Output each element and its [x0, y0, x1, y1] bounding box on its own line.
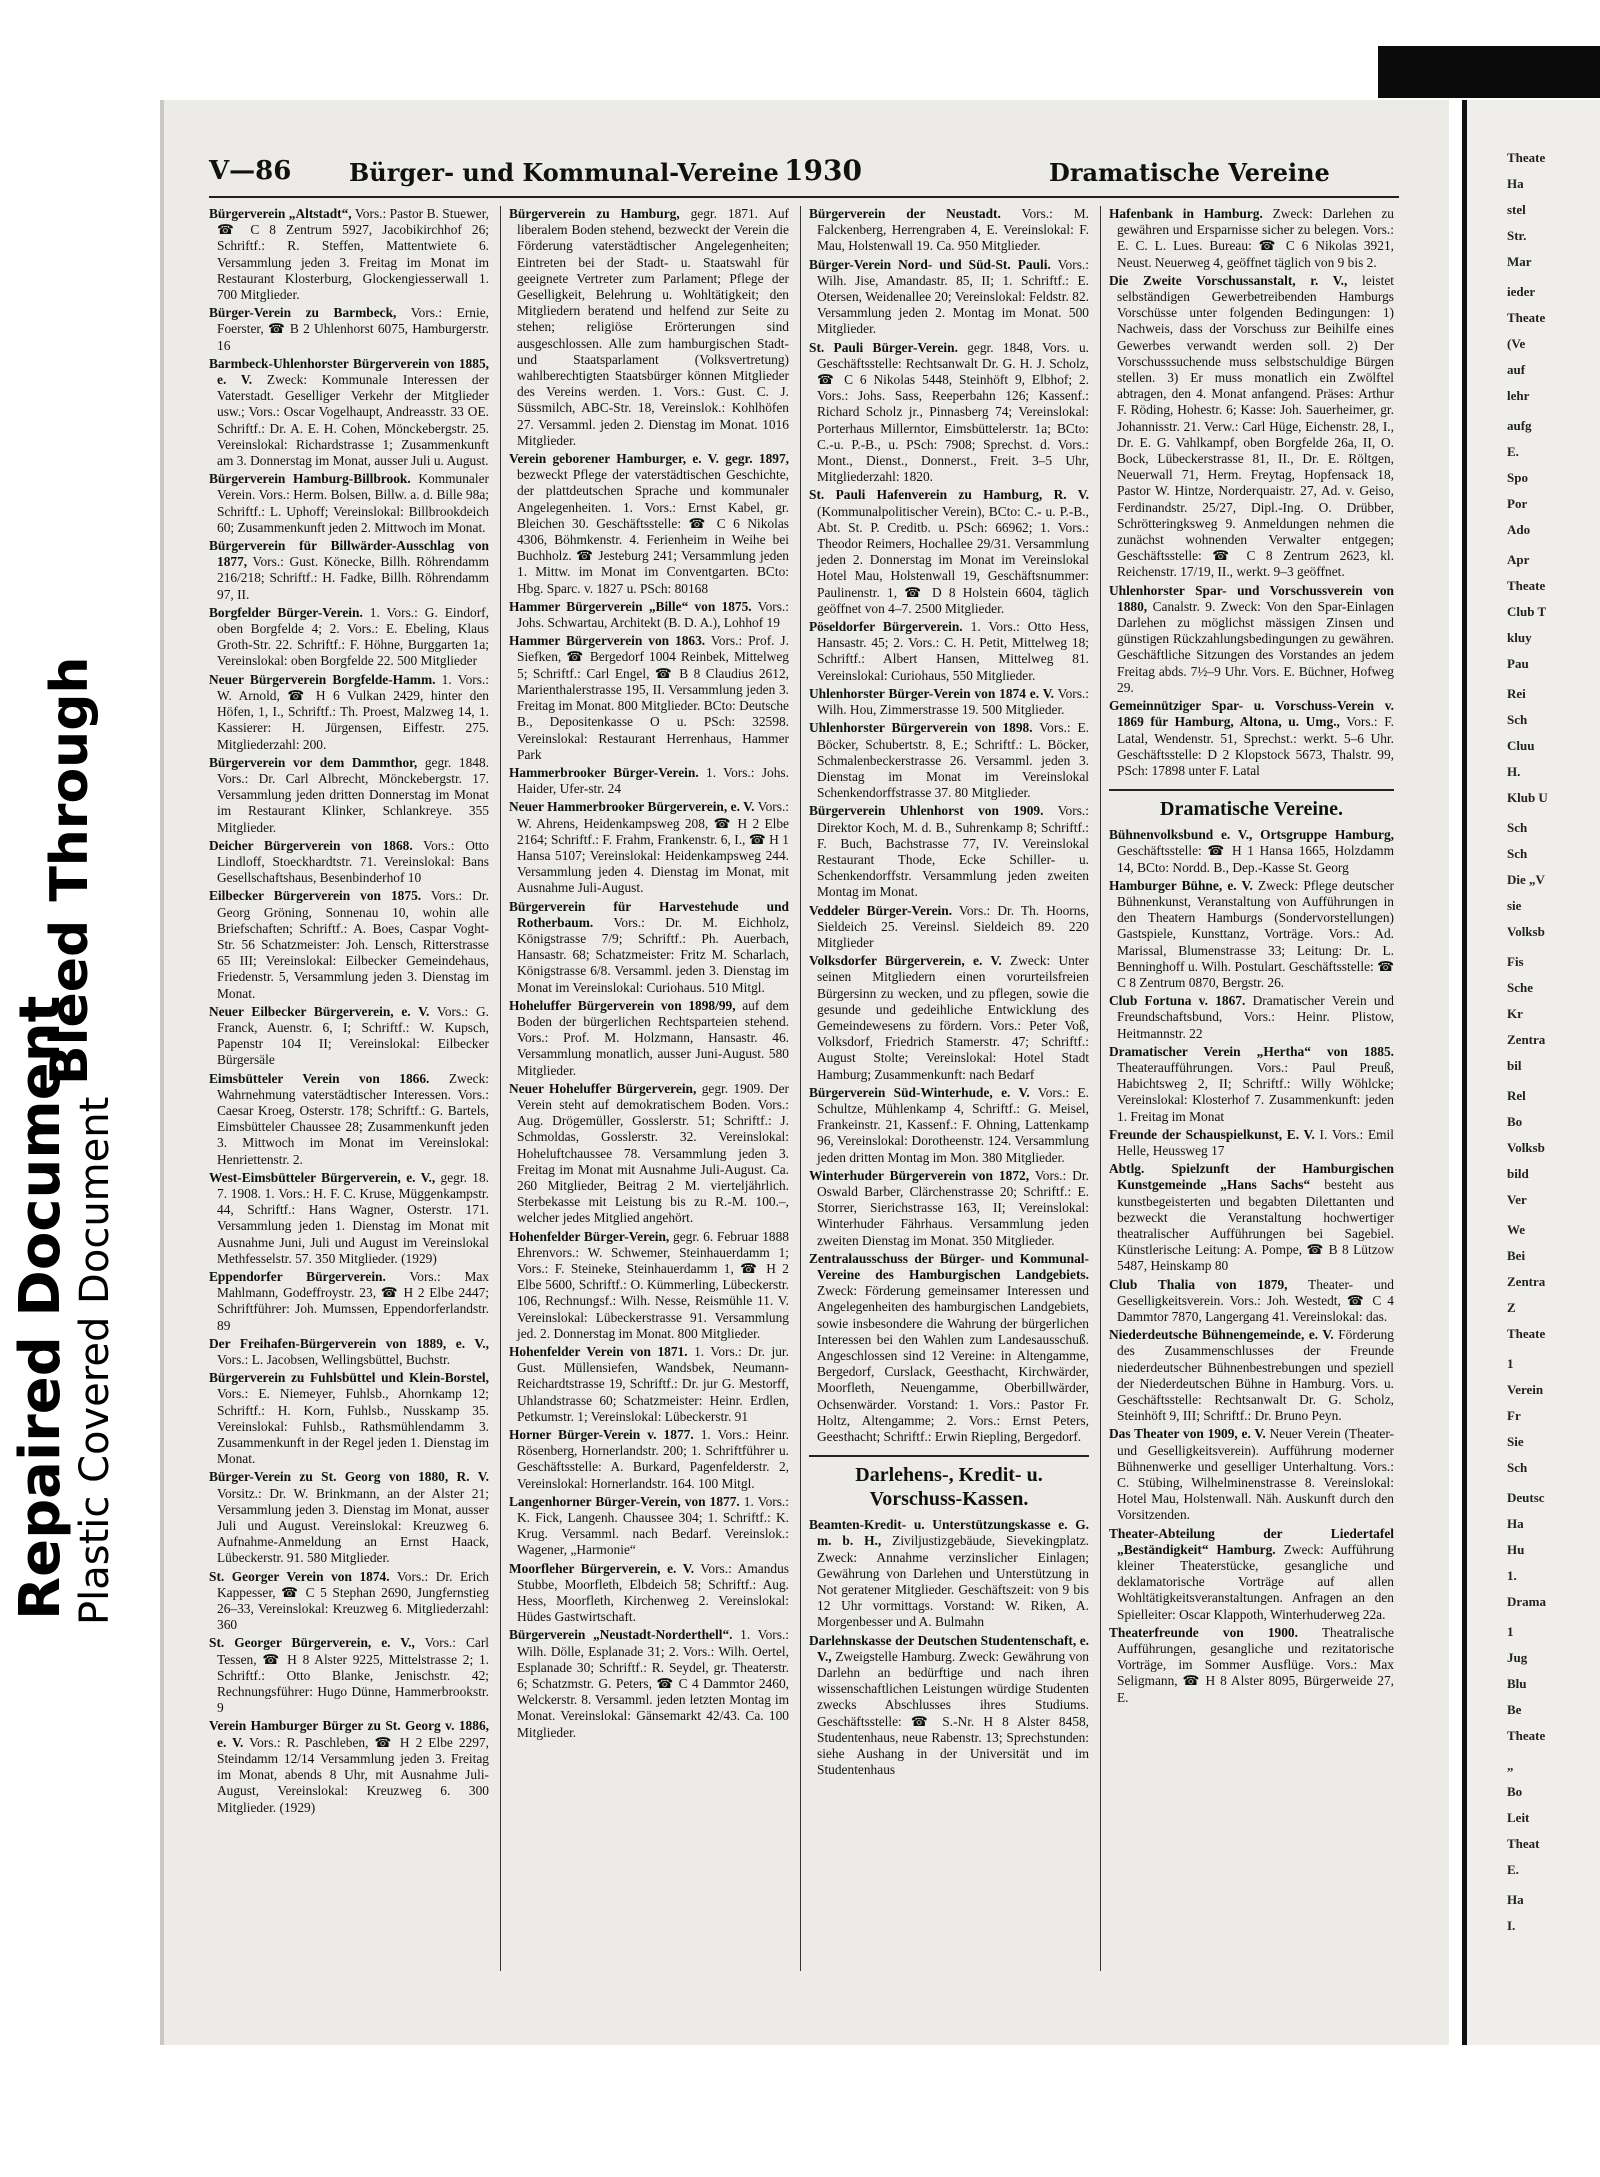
entry-title: Hammerbrooker Bürger-Verein. — [509, 764, 699, 780]
entry-body: Vors.: Wilh. Hou, Zimmerstrasse 19. 500 Mitglieder. — [817, 685, 1090, 718]
entry-body: Zweigstelle Hamburg. Zweck: Gewährung von Darlehn an bedürftige und nach ihren wissenschaftlichen Leistungen würdige Studenten zwecks Abschlusses ihres Studiums. Geschäftsstelle: ☎ S.-Nr. H 8 Alster 8458, Studentenhaus, neue Rabenstr. 13; Sprechstunden: siehe Aushang in der Universität und im Studentenhaus — [817, 1648, 1089, 1778]
entry-body: Geschäftsstelle: ☎ H 1 Hansa 1665, Holzdamm 14, BCto: Nordd. B., Dep.-Kasse St. Georg — [1117, 843, 1394, 875]
entry-body: 1. Vors.: W. Arnold, ☎ H 6 Vulkan 2429, hinter den Höfen, 1, I., Schriftf.: Th. Proest, Malzweg 14, 1. Kassierer: H. Jürgensen, Eiffestr. 275. Mitgliederzahl: 200. — [217, 671, 490, 752]
document-page — [160, 100, 1449, 2045]
directory-entry — [809, 803, 1089, 900]
directory-entry — [509, 1427, 789, 1492]
directory-entry — [1109, 1426, 1394, 1523]
directory-entry — [1109, 1625, 1394, 1706]
directory-entry — [209, 1370, 489, 1467]
adjacent-page-fragment: H. — [1507, 764, 1521, 779]
entry-body: Vors.: Carl Tessen, ☎ H 8 Alster 9225, Mittelstrasse 2; 1. Schriftf.: Otto Blanke, Jenischstr. 42; Rechnungsführer: Hugo Dünne, Hammerbrookstr. 9 — [217, 1635, 490, 1716]
entry-title: West-Eimsbütteler Bürgerverein, e. V., — [209, 1169, 436, 1185]
directory-entry — [209, 471, 489, 536]
adjacent-page-fragment: Ha — [1507, 176, 1524, 191]
adjacent-page-fragment: Fis — [1507, 954, 1524, 969]
entry-title: Moorfleher Bürgerverein, e. V. — [509, 1560, 695, 1576]
bleed-through-label: Bleed Through — [40, 656, 100, 1085]
entry-title: Hohenfelder Bürger-Verein, — [509, 1228, 670, 1244]
entry-title: Neuer Hoheluffer Bürgerverein, — [509, 1080, 697, 1096]
directory-entry — [509, 1494, 789, 1559]
entry-title: Hohenfelder Verein von 1871. — [509, 1344, 688, 1360]
entry-title: Die Zweite Vorschussanstalt, r. V., — [1109, 272, 1348, 288]
entry-title: Darlehnskasse der Deutschen Studentenschaft, e. V., — [809, 1632, 1089, 1664]
plastic-covered-label: Plastic Covered Document — [72, 1096, 118, 1625]
entry-title: Horner Bürger-Verein v. 1877. — [509, 1427, 694, 1443]
entry-title: Hafenbank in Hamburg. — [1109, 206, 1263, 221]
entry-title: Zentralausschuss der Bürger- und Kommunal-Vereine des Hamburgischen Landgebiets. — [809, 1250, 1089, 1282]
column-3-entries — [809, 206, 1089, 1445]
directory-entry — [209, 888, 489, 1001]
entry-title: Borgfelder Bürger-Verein. — [209, 604, 363, 620]
column-4-entries-b — [1109, 827, 1394, 1706]
adjacent-page-fragment: „ — [1507, 1758, 1514, 1773]
entry-body: besteht aus kunstbegeisterten und begabten Dilettanten und bezweckt die Veranstaltung hochwertiger theatralischer Aufführungen bei Sagebiel. Künstlerische Leitung: A. Pompe, ☎ B 8 Lützow 5487, Heinskamp 80 — [1117, 1177, 1394, 1274]
entry-body: Vors.: Ernie, Foerster, ☎ B 2 Uhlenhorst 6075, Hamburgerstr. 16 — [217, 305, 489, 353]
page-content — [209, 152, 1399, 1971]
entry-title: Bürgerverein „Neustadt-Norderthell“. — [509, 1627, 733, 1643]
directory-entry — [809, 619, 1089, 684]
adjacent-page-fragment: Die „V — [1507, 872, 1545, 887]
running-title-left: Bürger- und Kommunal-Vereine — [349, 158, 779, 187]
adjacent-page-fragment: Zentra — [1507, 1032, 1546, 1047]
entry-title: Hoheluffer Bürgerverein von 1898/99, — [509, 997, 736, 1013]
adjacent-page-fragment: Ado — [1507, 522, 1531, 537]
adjacent-page-fragment: Theat — [1507, 1836, 1540, 1851]
adjacent-page-fragment: 1. — [1507, 1568, 1517, 1583]
directory-entry — [509, 799, 789, 896]
column-divider — [1100, 206, 1101, 1971]
entry-title: Eimsbütteler Verein von 1866. — [209, 1070, 430, 1086]
adjacent-page-fragment: 1 — [1507, 1624, 1514, 1639]
adjacent-page-fragment: auf — [1507, 362, 1526, 377]
entry-body: gegr. 1848. Vors.: Dr. Carl Albrecht, Mönckebergstr. 17. Versammlung jeden dritten Donnerstag im Monat im Restaurant Klinker, Schlankreye. 355 Mitglieder. — [217, 754, 490, 835]
adjacent-page-fragment: Bo — [1507, 1114, 1523, 1129]
adjacent-page-fragment: Sch — [1507, 712, 1528, 727]
directory-entry — [509, 1627, 789, 1740]
repaired-document-label: Repaired Document — [8, 995, 73, 1620]
entry-title: Veddeler Bürger-Verein. — [809, 902, 953, 918]
entry-title: Langenhorner Bürger-Verein, von 1877. — [509, 1493, 740, 1509]
entry-title: Bürgerverein vor dem Dammthor, — [209, 754, 418, 770]
directory-entry — [509, 1561, 789, 1626]
entry-body: Neuer Verein (Theater- und Geselligkeitsverein). Aufführung moderner Bühnenwerke und geselliger Unterhaltung. Vors.: C. Stübing, Wilhelminenstrasse 8. Vereinslokal: Hotel Mau, Holstenwall. Näh. Auskunft durch den Vorsitzenden. — [1117, 1426, 1394, 1523]
directory-entry — [1109, 827, 1394, 876]
directory-entry — [1109, 993, 1394, 1042]
entry-body: (Kommunalpolitischer Verein), BCto: C.- u. P.-B., Abt. St. P. Creditb. u. PSch: 66962; 1. Vors.: Theodor Reimers, Hochallee 29/31. Versammlung jeden 2. Donnerstag im Monat im Vereinslokal Hotel Mau, Holstenwall 19, Geschäftsnummer: Paulinenstr. 1, ☎ D 8 Holstein 6604, täglich geöffnet von 4–7. 2500 Mitglieder. — [817, 503, 1089, 616]
directory-entry — [1109, 206, 1394, 271]
entry-body: Vors.: W. Ahrens, Heidenkampsweg 208, ☎ H 2 Elbe 2164; Schriftf.: F. Frahm, Frankenstr. 6, I., ☎ H 1 Hansa 5107; Vereinslokal: Heidenkampsweg 244. Versammlung jeden 4. Dienstag im Monat, mit Ausnahme Juli-August. — [517, 799, 790, 896]
adjacent-page-fragment: Rei — [1507, 686, 1526, 701]
entry-title: Bürger-Verein zu St. Georg von 1880, R. V. — [209, 1469, 489, 1485]
directory-entry — [209, 1469, 489, 1566]
adjacent-page-fragment: Theate — [1507, 578, 1546, 593]
adjacent-page-fragment: E. — [1507, 444, 1519, 459]
entry-title: Das Theater von 1909, e. V. — [1109, 1426, 1266, 1442]
directory-entry — [509, 633, 789, 763]
entry-title: Bürgerverein zu Hamburg, — [509, 206, 680, 221]
entry-title: Verein geborener Hamburger, e. V. gegr. 1897, — [509, 451, 789, 467]
entry-body: Vors.: M. Falckenberg, Herrengraben 4, E. Vereinslokal: F. Mau, Holstenwall 19. Ca. 950 Mitglieder. — [817, 206, 1089, 254]
entry-body: Förderung des Zusammenschlusses der Freunde niederdeutscher Bühnenbestrebungen und speziell der Niederdeutschen Bühne in Hamburg. Vors. u. Geschäftsstelle: Rechtsanwalt Dr. G. Scholz, Steinhöft 9, III; Schriftf.: Dr. Bruno Peyn. — [1117, 1327, 1395, 1424]
entry-title: Uhlenhorster Bürgerverein von 1898. — [809, 720, 1033, 736]
adjacent-page-fragment: Leit — [1507, 1810, 1530, 1825]
entry-title: Winterhuder Bürgerverein von 1872, — [809, 1167, 1030, 1183]
adjacent-page-fragment: Bei — [1507, 1248, 1526, 1263]
directory-entry — [509, 998, 789, 1079]
directory-entry — [809, 1517, 1089, 1630]
entry-title: Niederdeutsche Bühnengemeinde, e. V. — [1109, 1327, 1334, 1343]
adjacent-page-fragment: kluy — [1507, 630, 1532, 645]
directory-entry — [1109, 1327, 1394, 1424]
directory-entry — [809, 340, 1089, 486]
directory-entry — [809, 257, 1089, 338]
entry-title: Eilbecker Bürgerverein von 1875. — [209, 888, 422, 904]
entry-title: Volksdorfer Bürgerverein, e. V. — [809, 953, 1002, 969]
adjacent-page-fragment: Hu — [1507, 1542, 1525, 1557]
section-heading-dramatische: Dramatische Vereine. — [1109, 789, 1394, 821]
entry-body: Vors.: Dr. Georg Gröning, Sonnenau 10, wohin alle Briefschaften; Schriftf.: A. Boes, Caspar Voght-Str. 56 Schatzmeister: Joh. Lensch, Ritterstrasse 65 III; Vereinslokal: Eilbecker Gemeindehaus, Friedenstr. 5, Versammlung jeden 3. Dienstag im Monat. — [217, 888, 489, 1001]
directory-entry — [509, 1344, 789, 1425]
directory-entry — [1109, 1161, 1394, 1274]
directory-entry — [809, 720, 1089, 801]
entry-title: Freunde der Schauspielkunst, E. V. — [1109, 1126, 1315, 1142]
adjacent-page-fragment: Blu — [1507, 1676, 1527, 1691]
entry-body: gegr. 6. Februar 1888 Ehrenvors.: W. Schwemer, Steinhauerdamm 1; Vors.: F. Steineke, Steinhauerdamm 1, ☎ H 2 Elbe 5600, Schriftf.: O. Kümmerling, Lübeckerstr. 106, Rechnungsf.: Wilh. Nesse, Reismühle 11. V. Vereinslokal: Lübeckerstrasse 91. Versammlung jed. 2. Donnerstag im Monat. 800 Mitglieder. — [517, 1228, 790, 1341]
column-4 — [1109, 206, 1394, 1708]
entry-title: Bürgerverein für Harvestehude und Rotherbaum. — [509, 898, 789, 930]
directory-entry — [1109, 698, 1394, 779]
adjacent-page-edge — [1462, 100, 1600, 2045]
entry-body: Vors.: Dr. Erich Kappesser, ☎ C 5 Stephan 2690, Jungfernstieg 26–33, Vereinslokal: Kreuzweg 6. Mitgliederzahl: 360 — [217, 1568, 489, 1633]
directory-entry — [209, 1718, 489, 1815]
adjacent-page-fragment: Sch — [1507, 1460, 1528, 1475]
directory-entry — [509, 765, 789, 797]
entry-title: Abtlg. Spielzunft der Hamburgischen Kunstgemeinde „Hans Sachs“ — [1109, 1161, 1394, 1193]
entry-body: Zweck: Wahrnehmung vaterstädtischer Interessen. Vors.: Caesar Kroeg, Osterstr. 178; Schriftf.: G. Bartels, Eimsbütteler Chaussee 28; Zusammenkunft jeden 3. Mittwoch im Monat im Vereinslokal: Henriettenstr. 2. — [217, 1070, 490, 1167]
entry-title: Neuer Eilbecker Bürgerverein, e. V. — [209, 1003, 430, 1019]
entry-title: Bürgerverein für Billwärder-Ausschlag von 1877, — [209, 538, 489, 570]
page-header — [209, 152, 1399, 198]
entry-title: Der Freihafen-Bürgerverein von 1889, e. V., — [209, 1335, 489, 1351]
entry-body: Vors.: E. Niemeyer, Fuhlsb., Ahornkamp 12; Schriftf.: H. Korn, Fuhlsb., Nusskamp 35. Vereinslokal: Fuhlsb., Rathsmühlendamm 3. Zusammenkunft in der Regel jeden 1. Dienstag im Monat. — [217, 1386, 489, 1467]
year-label: 1930 — [784, 154, 862, 187]
entry-title: Club Thalia von 1879, — [1109, 1276, 1288, 1292]
entry-title: Bürger-Verein zu Barmbeck, — [209, 305, 397, 321]
entry-title: Bürgerverein Uhlenhorst von 1909. — [809, 803, 1044, 819]
entry-body: 1. Vors.: K. Fick, Langenh. Chaussee 304; 1. Schriftf.: K. Krug. Versamml. nach Bedarf. Vereinslok.: Wagener, „Harmonie“ — [517, 1493, 789, 1558]
adjacent-page-fragment: Verein — [1507, 1382, 1544, 1397]
directory-entry — [1109, 273, 1394, 581]
section-heading-darlehens: Darlehens-, Kredit- u. Vorschuss-Kassen. — [809, 1455, 1089, 1511]
column-4-entries — [1109, 206, 1394, 779]
directory-entry — [209, 206, 489, 303]
entry-body: 1. Vors.: Heinr. Rösenberg, Hornerlandstr. 200; 1. Schriftführer u. Geschäftsstelle: A. Burkard, Pagenfelderstr. 2, Vereinslokal: Hornerlandstr. 164. 100 Mitgl. — [517, 1427, 789, 1491]
entry-body: gegr. 1909. Der Verein steht auf demokratischem Boden. Vors.: Aug. Drögemüller, Gosslerstr. 51; Schriftf.: J. Schmoldas, Gosslerstr. 32. Vereinslokal: Hoheluftchaussee 78. Versammlung jeden 3. Freitag im Monat mit Ausnahme Juli-August. Ca. 260 Mitglieder, Beitrag 2 M. vierteljährlich. Sterbekasse mit Leistung bis zu R.-M. 100.–, welcher jedes Mitglied angehört. — [517, 1080, 789, 1226]
columns-container — [209, 206, 1399, 1971]
entry-body: Vors.: Prof. J. Siefken, ☎ Bergedorf 1004 Reinbek, Mittelweg 5; Schriftf.: Carl Engel, ☎ B 8 Claudius 2612, Marienthalerstrasse 195, II. Versammlung jeden 3. Freitag im Monat. 800 Mitglieder. BCto: Deutsche B., Depositenkasse O u. PSch: 32598. Vereinslokal: Restaurant Herrenhaus, Hammer Park — [517, 633, 789, 762]
directory-entry — [509, 1081, 789, 1227]
entry-body: 1. Vors.: Johs. Haider, Ufer-str. 24 — [517, 764, 789, 797]
entry-title: Verein Hamburger Bürger zu St. Georg v. 1886, e. V. — [209, 1718, 489, 1750]
directory-entry — [209, 1071, 489, 1168]
entry-body: bezweckt Pflege der vaterstädtischen Geschichte, der plattdeutschen Sprache und kommunaler Angelegenheiten. 1. Vors.: Ernst Kabel, gr. Bleichen 30. Geschäftsstelle: ☎ C 6 Nikolas 4306, Böhmkenstr. 4. Ferienheim in Weihe bei Buchholz. ☎ Jesteburg 241; Versammlung jeden 1. Mittw. im Monat im Conventgarten. BCto: Hbg. Sparc. v. 1827 u. PSch: 80168 — [517, 467, 789, 596]
entry-body: Vorsitz.: Dr. W. Brinkmann, an der Alster 21; Versammlung jeden 3. Dienstag im Monat, ausser Juli und August. Vereinslokal: Kreuzweg 6. Aufnahme-Anmeldung an Ernst Haack, Lübeckerstr. 91. 580 Mitglieder. — [217, 1485, 489, 1566]
entry-body: Vors.: Otto Lindloff, Stoeckhardtstr. 71. Vereinslokal: Bans Gesellschaftshaus, Besenbinderhof 10 — [217, 837, 490, 886]
adjacent-page-fragment: Theate — [1507, 310, 1546, 325]
entry-body: 1. Vors.: Wilh. Dölle, Esplanade 31; 2. Vors.: Wilh. Oertel, Esplanade 30; Schriftf.: R. Seydel, gr. Theaterstr. 6; Schatzmstr. G. Peters, ☎ C 4 Dammtor 2460, Welckerstr. 8. Versamml. jeden letzten Montag im Monat. Vereinslokal: Gänsemarkt 42/43. Ca. 100 Mitglieder. — [517, 1627, 790, 1740]
directory-entry — [209, 755, 489, 836]
entry-body: Vors.: L. Jacobsen, Wellingsbüttel, Buchstr. — [217, 1352, 451, 1368]
directory-entry — [509, 206, 789, 449]
entry-title: Hammer Bürgerverein von 1863. — [509, 633, 706, 649]
entry-title: Bürgerverein der Neustadt. — [809, 206, 1001, 221]
entry-title: Bürgerverein Hamburg-Billbrook. — [209, 471, 411, 487]
adjacent-page-fragment: (Ve — [1507, 336, 1526, 351]
entry-title: Hammer Bürgerverein „Bille“ von 1875. — [509, 598, 752, 614]
entry-title: St. Georger Bürgerverein, e. V., — [209, 1635, 415, 1651]
adjacent-page-fragment: Sch — [1507, 846, 1528, 861]
adjacent-page-fragment: lehr — [1507, 388, 1530, 403]
entry-title: Bürgerverein zu Fuhlsbüttel und Klein-Borstel, — [209, 1370, 489, 1386]
entry-body: Vors.: Max Mahlmann, Godeffroystr. 23, ☎ H 2 Elbe 2447; Schriftführer: Joh. Mumssen, Eppendorferlandstr. 89 — [217, 1269, 489, 1333]
adjacent-page-fragment: Drama — [1507, 1594, 1546, 1609]
adjacent-page-fragment: Z — [1507, 1300, 1516, 1315]
directory-entry — [209, 1269, 489, 1334]
entry-title: St. Pauli Hafenverein zu Hamburg, R. V. — [809, 487, 1089, 503]
adjacent-page-fragment: Sch — [1507, 820, 1528, 835]
entry-title: St. Pauli Bürger-Verein. — [809, 339, 958, 355]
adjacent-page-fragment: sie — [1507, 898, 1522, 913]
directory-entry — [809, 1085, 1089, 1166]
column-divider — [500, 206, 501, 1971]
adjacent-page-fragment: Bo — [1507, 1784, 1523, 1799]
directory-entry — [1109, 1044, 1394, 1125]
entry-title: Bürgerverein „Altstadt“, — [209, 206, 352, 221]
adjacent-page-fragment: Theate — [1507, 1326, 1546, 1341]
adjacent-page-fragments — [1467, 150, 1600, 1934]
adjacent-page-fragment: Por — [1507, 496, 1528, 511]
directory-entry — [509, 1229, 789, 1342]
entry-title: Club Fortuna v. 1867. — [1109, 993, 1246, 1009]
entry-title: Uhlenhorster Bürger-Verein von 1874 e. V. — [809, 685, 1054, 701]
entry-title: Bürger-Verein Nord- und Süd-St. Pauli. — [809, 256, 1051, 272]
directory-entry — [209, 356, 489, 469]
column-2 — [509, 206, 789, 1743]
adjacent-page-fragment: 1 — [1507, 1356, 1514, 1371]
entry-body: Canalstr. 9. Zweck: Von den Spar-Einlagen Darlehen zu möglichst mässigen Zinsen und günstigen Rückzahlungsbedingungen zu gewähren. Geschäftliche Sitzungen des Vorstandes an jedem Freitag abds. 7½–9 Uhr. Vors. E. Büchner, Hofweg 29. — [1117, 598, 1394, 695]
directory-entry — [1109, 1526, 1394, 1623]
adjacent-page-fragment: Rel — [1507, 1088, 1526, 1103]
entry-body: Vors.: Amandus Stubbe, Moorfleth, Elbdeich 58; Schriftf.: Aug. Hess, Moorfleth, Kirchenweg 2. Vereinslokal: Hüdes Gastwirtschaft. — [517, 1560, 789, 1625]
adjacent-page-fragment: Theate — [1507, 150, 1546, 165]
directory-entry — [509, 899, 789, 996]
entry-body: Vors.: F. Latal, Wendenstr. 51, Sprechst.: werkt. 5–6 Uhr. Geschäftsstelle: D 2 Klopstock 5673, Thalstr. 99, PSch: 17898 unter F. Latal — [1117, 714, 1394, 778]
directory-entry — [809, 1633, 1089, 1779]
adjacent-page-fragment: aufg — [1507, 418, 1532, 433]
directory-entry — [209, 1170, 489, 1267]
entry-body: Vors.: Dr. M. Eichholz, Königstrasse 7/9; Schriftf.: Ph. Auerbach, Hansastr. 68; Schatzmeister: Fritz M. Scharlach, Königstrasse 6/8. Versamml. jeden 3. Dienstag im Monat im Vereinslokal: Curiohaus. 510 Mitgl. — [517, 914, 789, 995]
adjacent-page-fragment: Apr — [1507, 552, 1530, 567]
entry-body: gegr. 1871. Auf liberalem Boden stehend, bezweckt der Verein die Förderung vaterstädtischer Angelegenheiten; Eintreten bei der Stadt- u. Staatswahl für geeignete Vertreter zum Parlament; Pflege der Geselligkeit, Belehrung u. Wohltätigkeit; den Mitgliedern beratend und helfend zur Seite zu stehen; religiöse Erörterungen sind ausgeschlossen. Alle zum hamburgischen Stadt- und Staatsparlament (Volksvertretung) wahlberechtigten Staatsbürger können Mitglieder des Vereins werden. 1. Vors.: Gust. C. J. Süssmilch, ABC-Str. 18, Vereinslok.: Kohlhöfen 27. Versamml. jeden 2. Dienstag im Monat. 1016 Mitglieder. — [517, 206, 789, 448]
adjacent-page-fragment: Cluu — [1507, 738, 1535, 753]
entry-title: Neuer Bürgerverein Borgfelde-Hamm. — [209, 671, 436, 687]
directory-entry — [209, 538, 489, 603]
adjacent-page-fragment: bild — [1507, 1166, 1529, 1181]
entry-body: Vors.: Wilh. Jise, Amandastr. 85, II; 1. Schriftf.: E. Otersen, Weidenallee 20; Vereinslokal: Feldstr. 82. Versammlung jeden 2. Montag im Monat. 500 Mitglieder. — [817, 256, 1089, 337]
adjacent-page-fragment: Volksb — [1507, 924, 1545, 939]
adjacent-page-fragment: Str. — [1507, 228, 1527, 243]
scan-black-tab — [1378, 46, 1600, 98]
directory-entry — [809, 487, 1089, 617]
directory-entry — [509, 599, 789, 631]
entry-body: Zweck: Förderung gemeinsamer Interessen und Angelegenheiten des hamburgischen Landgebiets, sowie insbesondere die Wahrung der bürgerlichen Interessen bei den Wahlen zum Landesausschuß. Angeschlossen sind 12 Vereine: in Altengamme, Bergedorf, Curslack, Geesthacht, Kirchwärder, Moorfleth, Neuengamme, Oberbillwärder, Ochsenwärder. Vorstand: 1. Vors.: Pastor Fr. Holtz, Altengamme; 2. Vors.: Ernst Peters, Geesthacht; Schriftf.: Erwin Riepling, Bergedorf. — [817, 1283, 1089, 1445]
adjacent-page-fragment: I. — [1507, 1918, 1516, 1933]
entry-title: Theaterfreunde von 1900. — [1109, 1624, 1298, 1640]
entry-body: Vors.: Dr. Oswald Barber, Clärchenstrasse 20; Schriftf.: E. Storrer, Sierichstrasse 163, II; Vereinslokal: Winterhuder Fährhaus. Versammlung jeden zweiten Dienstag im Monat. 350 Mitglieder. — [817, 1167, 1089, 1248]
entry-title: Bürgerverein Süd-Winterhude, e. V. — [809, 1084, 1030, 1100]
entry-title: Beamten-Kredit- u. Unterstützungskasse e. G. m. b. H., — [809, 1517, 1089, 1549]
entry-title: Theater-Abteilung der Liedertafel „Beständigkeit“ Hamburg. — [1109, 1525, 1394, 1557]
entry-body: gegr. 18. 7. 1908. 1. Vors.: H. F. C. Kruse, Müggenkampstr. 44, Schriftf.: Hans Wagner, Osterstr. 171. Versammlung jeden 1. Dienstag im Monat mit Ausnahme Juni, Juli und August im Vereinslokal Methfesselstr. 57. 350 Mitglieder. (1929) — [217, 1169, 489, 1266]
entry-body: 1. Vors.: Dr. jur. Gust. Müllensiefen, Wandsbek, Neumann-Reichardtstrasse 19, Schriftf.: Dr. jur G. Mestorff, Uhlandstrasse 60; Schatzmeister: Heinr. Erdlen, Petkumstr. 1; Vereinslokal: Lübeckerstr. 91 — [517, 1344, 789, 1424]
entry-body: Vors.: R. Paschleben, ☎ H 2 Elbe 2297, Steindamm 12/14 Versammlung jeden 3. Freitag im Monat, abends 8 Uhr, mit Ausnahme Juli-August, Vereinslokal: Kreuzweg 6. 300 Mitglieder. (1929) — [217, 1734, 489, 1815]
column-divider — [800, 206, 801, 1971]
adjacent-page-fragment: Kr — [1507, 1006, 1523, 1021]
entry-body: Zweck: Unter seinen Mitgliedern einen vorurteilsfreien Bürgersinn zu wecken, und zu pflegen, sowie die gesunde und gedeihliche Entwicklung des Gemeindewesens zu fördern. Vors.: Peter Voß, Volksdorf, Friedrich Stamerstr. 47; Schriftf.: August Stolte; Vereinslokal: Hotel Stadt Hamburg; Zusammenkunft: nach Bedarf — [817, 953, 1089, 1082]
directory-entry — [209, 672, 489, 753]
entry-body: gegr. 1848, Vors. u. Geschäftsstelle: Rechtsanwalt Dr. G. H. J. Scholz, ☎ C 6 Nikolas 5448, Steinhöft 9, Elbhof; 2. Vors.: Johs. Sass, Reeperbahn 126; Kassenf.: Richard Scholz jr., Pinnasberg 74; Vereinslokal: Porterhaus Millerntor, Eimsbüttelerstr. 1a; BCto: C.-u. P.-B., u. PSch: 7908; Sprechst. d. Vors.: Mont., Dienst., Donnerst., Freit. 3–5 Uhr, Mitgliederzahl: 1820. — [817, 339, 1089, 485]
directory-entry — [1109, 1127, 1394, 1159]
adjacent-page-fragment: Spo — [1507, 470, 1528, 485]
entry-body: auf dem Boden der bürgerlichen Rechtsparteien stehend. Vors.: Prof. M. Holzmann, Hansastr. 46. Versammlung monatlich, ausser Juni-August. 580 Mitglieder. — [517, 997, 789, 1078]
entry-body: Vors.: Johs. Schwartau, Architekt (B. D. A.), Lohhof 19 — [517, 598, 789, 631]
entry-body: Zweck: Pflege deutscher Bühnenkunst, Veranstaltung von Aufführungen in den Theatern Hamburgs (Sondervorstellungen) Gastspiele, Kunsttanz, Vorträge. Vors.: Ad. Marissal, Blumenstrasse 33; Leitung: Dr. L. Benninghoff u. Wilh. Postulart. Geschäftsstelle: ☎ C 8 Zentrum 0870, Bergstr. 26. — [1117, 877, 1395, 990]
adjacent-page-fragment: stel — [1507, 202, 1526, 217]
page-number: V—86 — [209, 156, 292, 186]
entry-body: Kommunaler Verein. Vors.: Herm. Bolsen, Billw. a. d. Bille 98a; Schriftf.: L. Uphoff; Vereinslokal: Billbrookdeich 60; Zusammenkunft jeden 2. Mittwoch im Monat. — [217, 471, 489, 535]
entry-title: Bühnenvolksbund e. V., Ortsgruppe Hamburg, — [1109, 827, 1394, 843]
entry-body: 1. Vors.: Otto Hess, Hansastr. 45; 2. Vors.: C. H. Petit, Mittelweg 18; Schriftf.: Albert Hansen, Mittelweg 81. Vereinslokal: Curiohaus, 550 Mitglieder. — [817, 619, 1089, 683]
directory-entry — [809, 206, 1089, 255]
adjacent-page-fragment: Klub U — [1507, 790, 1548, 805]
directory-entry — [809, 1251, 1089, 1445]
directory-entry — [809, 953, 1089, 1083]
entry-title: Deicher Bürgerverein von 1868. — [209, 837, 413, 853]
adjacent-page-fragment: Theate — [1507, 1728, 1546, 1743]
directory-entry — [209, 305, 489, 354]
adjacent-page-fragment: Volksb — [1507, 1140, 1545, 1155]
directory-entry — [1109, 1277, 1394, 1326]
adjacent-page-fragment: Sie — [1507, 1434, 1524, 1449]
column-3 — [809, 206, 1089, 1780]
entry-body: Vors.: E. Böcker, Schubertstr. 8, E.; Schriftf.: L. Böcker, Schmalenbeckerstrasse 26. Versamml. jeden 3. Dienstag im Monat im Vereinslokal Schenkendorffstrasse 37. 80 Mitglieder. — [817, 720, 1090, 801]
entry-title: Dramatischer Verein „Hertha“ von 1885. — [1109, 1043, 1394, 1059]
entry-body: I. Vors.: Emil Helle, Heussweg 17 — [1117, 1126, 1394, 1158]
directory-entry — [1109, 878, 1394, 991]
entry-body: Vors.: G. Franck, Auenstr. 6, I; Schriftf.: W. Kupsch, Papenstr 104 II; Vereinslokal: Eilbecker Bürgersäle — [217, 1003, 489, 1068]
entry-body: Dramatischer Verein und Freundschaftsbund, Vors.: Heinr. Plistow, Heitmannstr. 22 — [1117, 993, 1394, 1041]
adjacent-page-fragment: Fr — [1507, 1408, 1521, 1423]
directory-entry — [809, 903, 1089, 952]
entry-body: 1. Vors.: G. Eindorf, oben Borgfelde 4; 2. Vors.: E. Ebeling, Klaus Groth-Str. 22. Schriftf.: F. Höhne, Burggarten 1a; Vereinslokal: oben Borgfelde 22. 500 Mitglieder — [217, 604, 489, 669]
entry-title: Gemeinnütziger Spar- u. Vorschuss-Verein v. 1869 für Hamburg, Altona, u. Umg., — [1109, 698, 1394, 730]
adjacent-page-fragment: We — [1507, 1222, 1526, 1237]
adjacent-page-fragment: Pau — [1507, 656, 1529, 671]
entry-body: Ziviljustizgebäude, Sievekingplatz. Zweck: Annahme verzinslicher Einlagen; Gewährung von Darlehen und Unterstützung in Not geratener Mitglieder. Geschäftszeit: von 9 bis 12 Uhr vormittags. Vorstand: W. Riken, A. Morgenbesser und A. Bulmahn — [817, 1533, 1089, 1630]
entry-body: leistet selbständigen Gewerbetreibenden Hamburgs Vorschüsse unter folgenden Bedingungen: 1) Nachweis, dass der Vorschuss zur Beihilfe eines Gewerbes verwandt werden soll. 2) Der Vorschusssuchende muss selbstschuldige Bürgen stellen. 3) Er muss monatlich ein Zwölftel abtragen, den 4. Monat anfangend. Präses: Arthur F. Röding, Hohestr. 6; Kasse: Joh. Sauerheimer, gr. Johannisstr. 21. Verw.: Carl Hüge, Eichenstr. 28, I., Dr. E. G. Vahlkampf, oben Borgfelde 26a, II, O. Bock, Lübeckerstrasse 81, II., Dr. E. Röltgen, Neuerwall 71, Herm. Freytag, Hopfensack 18, Pastor W. Hintze, Norderquaistr. 27, Ad. v. Geiso, Ferdinandstr. 25/27, Dipl.-Ing. O. Drübber, Schrötteringksweg 9. Anmeldungen nehmen die zunächst wohnenden Verwalter entgegen; Geschäftsstelle: ☎ C 8 Zentrum 2623, kl. Reichenstr. 17/19, II., werkt. 9–3 geöffnet. — [1117, 272, 1394, 580]
adjacent-page-fragment: Sche — [1507, 980, 1533, 995]
directory-entry — [209, 1336, 489, 1368]
directory-entry — [1109, 583, 1394, 696]
entry-body: Zweck: Kommunale Interessen der Vaterstadt. Geselliger Verkehr der Mitglieder usw.; Vors.: Oscar Vogelhaupt, Andreasstr. 33 OE. Schriftf.: Dr. A. E. H. Cohen, Mönckebergstr. 25. Vereinslokal: Richardstrasse 1; Zusammenkunft am 3. Donnerstag im Monat, ausser Juli u. August. — [217, 372, 489, 469]
entry-body: Vors.: Gust. Könecke, Billh. Röhrendamm 216/218; Schriftf.: H. Fadke, Billh. Röhrendamm 97, II. — [217, 554, 489, 602]
adjacent-page-fragment: Be — [1507, 1702, 1522, 1717]
directory-entry — [809, 1168, 1089, 1249]
adjacent-page-fragment: Club T — [1507, 604, 1547, 619]
adjacent-page-fragment: Jug — [1507, 1650, 1528, 1665]
entry-body: Zweck: Darlehen zu gewähren und Ersparnisse sicher zu belegen. Vors.: E. C. L. Lues. Bureau: ☎ C 6 Nikolas 3921, Neust. Neuerweg 4, geöffnet täglich von 9 bis 2. — [1117, 206, 1394, 270]
directory-entry — [209, 838, 489, 887]
entry-title: Eppendorfer Bürgerverein. — [209, 1269, 386, 1284]
directory-entry — [209, 1635, 489, 1716]
entry-title: Hamburger Bühne, e. V. — [1109, 877, 1253, 893]
entry-body: Theateraufführungen. Vors.: Paul Preuß, Habichtsweg 2, II; Schriftf.: Willy Wöhlcke; Vereinslokal: Klosterhof 7. Zusammenkunft: jeden 1. Freitag im Monat — [1117, 1059, 1394, 1124]
entry-title: Pöseldorfer Bürgerverein. — [809, 619, 963, 635]
entry-body: Vors.: E. Schultze, Mühlenkamp 4, Schriftf.: G. Meisel, Frankeinstr. 21, Kassenf.: F. Ohning, Lattenkamp 96, Vereinslokal: Dorotheenstr. 124. Versammlung jeden dritten Montag im Mon. 380 Mitglieder. — [817, 1084, 1089, 1165]
adjacent-page-fragment: Ha — [1507, 1516, 1524, 1531]
entry-title: St. Georger Verein von 1874. — [209, 1568, 390, 1584]
adjacent-page-fragment: Mar — [1507, 254, 1532, 269]
directory-entry — [209, 605, 489, 670]
scan-top-margin — [0, 0, 1600, 46]
entry-title: Uhlenhorster Spar- und Vorschussverein von 1880, — [1109, 582, 1394, 614]
directory-entry — [209, 1004, 489, 1069]
directory-entry — [509, 451, 789, 597]
column-1 — [209, 206, 489, 1818]
directory-entry — [209, 1569, 489, 1634]
entry-body: Theater- und Geselligkeitsverein. Vors.: Joh. Westedt, ☎ C 4 Dammtor 7870, Langergang 41. Vereinslokal: das. — [1117, 1276, 1394, 1324]
entry-body: Vors.: Direktor Koch, M. d. B., Suhrenkamp 8; Schriftf.: F. Buch, Bachstrasse 77, IV. Vereinslokal Restaurant Thode, Ecke Schiller- u. Schenkendorffstr. Versammlung jeden zweiten Montag im Monat. — [817, 803, 1089, 900]
adjacent-page-fragment: Ha — [1507, 1892, 1524, 1907]
running-title-right: Dramatische Vereine — [1049, 158, 1330, 187]
entry-body: Theatralische Aufführungen, gesangliche und rezitatorische Vorträge, im Sommer Ausflüge. Vors.: Max Seligmann, ☎ H 8 Alster 8095, Bürgerweide 27, E. — [1117, 1624, 1394, 1705]
adjacent-page-fragment: Deutsc — [1507, 1490, 1545, 1505]
entry-title: Neuer Hammerbrooker Bürgerverein, e. V. — [509, 799, 755, 815]
entry-body: Vors.: Dr. Th. Hoorns, Sieldeich 25. Vereinsl. Sieldeich 89. 220 Mitglieder — [817, 902, 1089, 950]
adjacent-page-fragment: Ver — [1507, 1192, 1527, 1207]
entry-title: Barmbeck-Uhlenhorster Bürgerverein von 1885, e. V. — [209, 355, 489, 388]
adjacent-page-fragment: ieder — [1507, 284, 1536, 299]
directory-entry — [809, 686, 1089, 718]
entry-body: Zweck: Aufführung kleiner Theaterstücke, gesangliche und deklamatorische Vorträge auf allen Wohltätigkeitsveranstaltungen. Anfragen an den Spielleiter: Oscar Klappoth, Winterhuderweg 22a. — [1117, 1541, 1394, 1622]
adjacent-page-fragment: Zentra — [1507, 1274, 1546, 1289]
entry-body: Vors.: Pastor B. Stuewer, ☎ C 8 Zentrum 5927, Jacobikirchhof 26; Schriftf.: R. Steffen, Mattentwiete 6. Versammlung jeden 3. Freitag im Monat im Restaurant Klosterburg, Glockengiesserwall 1. 700 Mitglieder. — [217, 206, 489, 303]
adjacent-page-fragment: bil — [1507, 1058, 1522, 1073]
adjacent-page-fragment: E. — [1507, 1862, 1519, 1877]
column-3-entries-b — [809, 1517, 1089, 1778]
